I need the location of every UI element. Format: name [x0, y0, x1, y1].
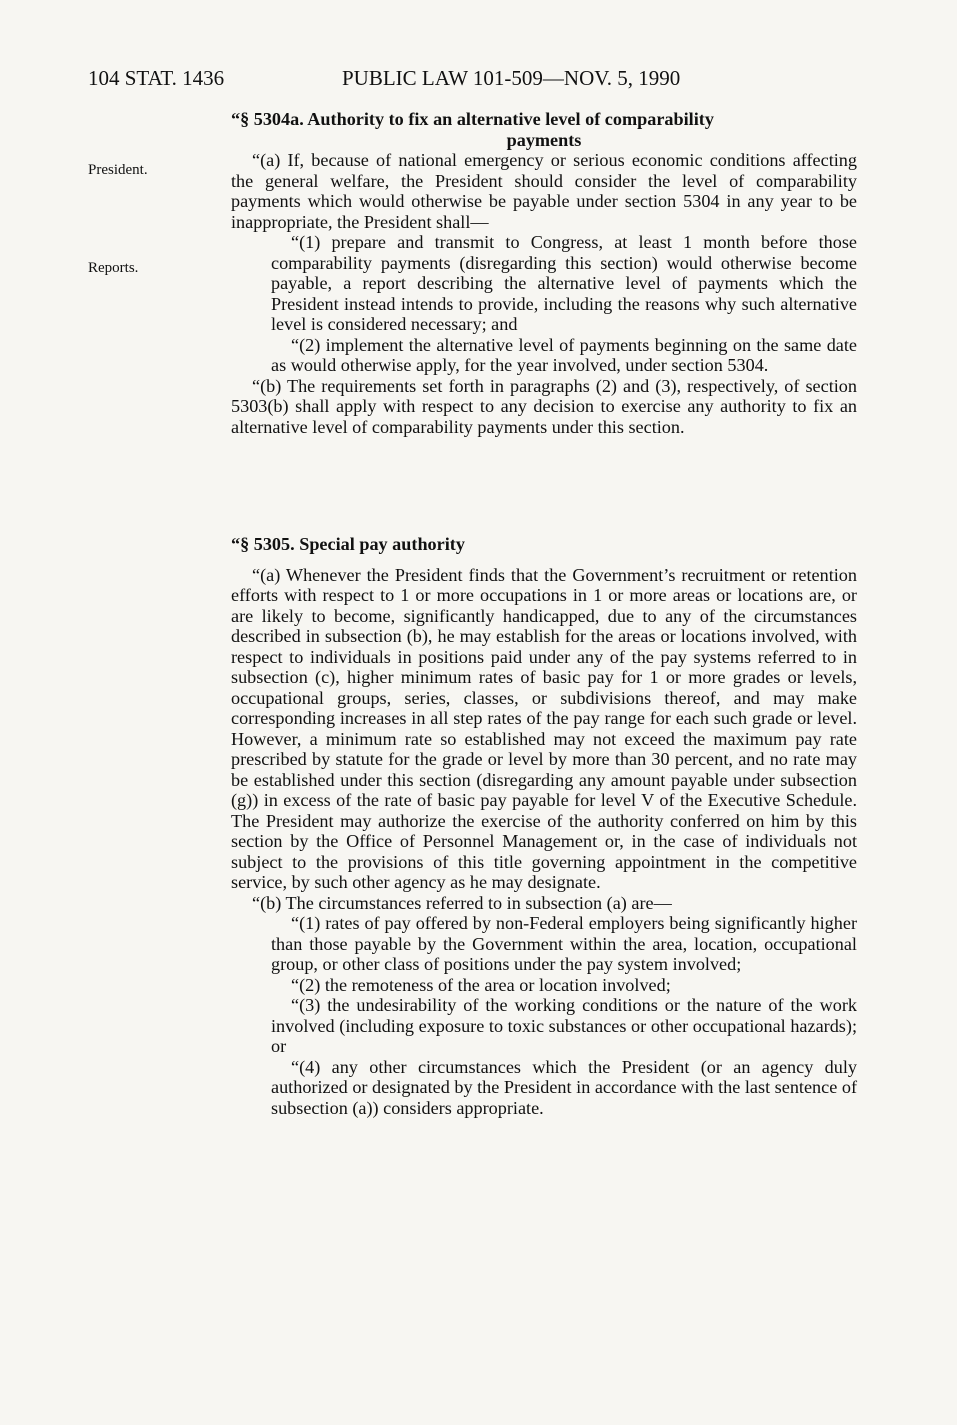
- paragraph-b2: “(2) the remoteness of the area or location involved;: [291, 974, 671, 995]
- paragraph-a2: “(2) implement the alternative level of payments beginning on the same date as would otherwise apply, for the year involved, under section 5304.: [271, 334, 857, 375]
- law-title-date: PUBLIC LAW 101-509—NOV. 5, 1990: [342, 66, 681, 90]
- subsection-b: “(b) The circumstances referred to in subsection (a) are—: [252, 892, 672, 913]
- subsection-b: “(b) The requirements set forth in paragraphs (2) and (3), respectively, of section 5303(b) shall apply with respect to any decision to exercise any authority to fix an alternative level of comparability payments under this section.: [231, 375, 857, 437]
- subsection-a: “(a) If, because of national emergency or serious economic conditions affecting the general welfare, the President should consider the level of comparability payments which would otherwise be payable under section 5304 in any year to be inappropriate, the President shall—: [231, 150, 857, 232]
- stat-page-number: 104 STAT. 1436: [88, 66, 225, 90]
- margin-note-reports: Reports.: [88, 260, 139, 276]
- paragraph-b4: “(4) any other circumstances which the President (or an agency duly authorized or designated by the President in accordance with the last sentence of subsection (a)) considers appropriate.: [271, 1056, 857, 1118]
- section-heading-5304a-line1: “§ 5304a. Authority to fix an alternative level of comparability: [231, 109, 714, 129]
- paragraph-b3: “(3) the undesirability of the working conditions or the nature of the work involved (including exposure to toxic substances or other occupational hazards); or: [271, 995, 857, 1056]
- paragraph-a1: “(1) prepare and transmit to Congress, at least 1 month before those comparability payments (disregarding this section) would otherwise become payable, a report describing the alternative level of payments which the President instead intends to provide, including the reasons why such alternative level is considered necessary; and: [271, 232, 857, 334]
- paragraph-b1: “(1) rates of pay offered by non-Federal employers being significantly higher than those payable by the Government within the area, location, occupational group, or other class of positions under the pay system involved;: [271, 913, 857, 974]
- section-heading-5305: “§ 5305. Special pay authority: [231, 534, 465, 554]
- section-5304a: [231, 109, 857, 437]
- subsection-a: “(a) Whenever the President finds that the Government’s recruitment or retention efforts with respect to 1 or more occupations in 1 or more areas or locations are, or are likely to become, significantly handicapped, due to any of the circumstances described in subsection (b), he may establish for the areas or locations involved, with respect to individuals in positions paid under any of the pay systems referred to in subsection (c), higher minimum rates of basic pay for 1 or more grades or levels, occupational groups, series, classes, or subdivisions thereof, and may make corresponding increases in all step rates of the pay range for each such grade or level. However, a minimum rate so established may not exceed the maximum pay rate prescribed by statute for the grade or level by more than 30 percent, and no rate may be established under this section (disregarding any amount payable under subsection (g)) in excess of the rate of basic pay payable for level V of the Executive Schedule. The President may authorize the exercise of the authority conferred on him by this section by the Office of Personnel Management or, in the case of individuals not subject to the provisions of this title governing appointment in the competitive service, by such other agency as he may designate.: [231, 564, 857, 892]
- section-5305: [231, 534, 857, 1118]
- spacer: [231, 555, 857, 565]
- margin-note-president: President.: [88, 162, 148, 178]
- section-heading-5304a-line2: payments: [506, 129, 582, 150]
